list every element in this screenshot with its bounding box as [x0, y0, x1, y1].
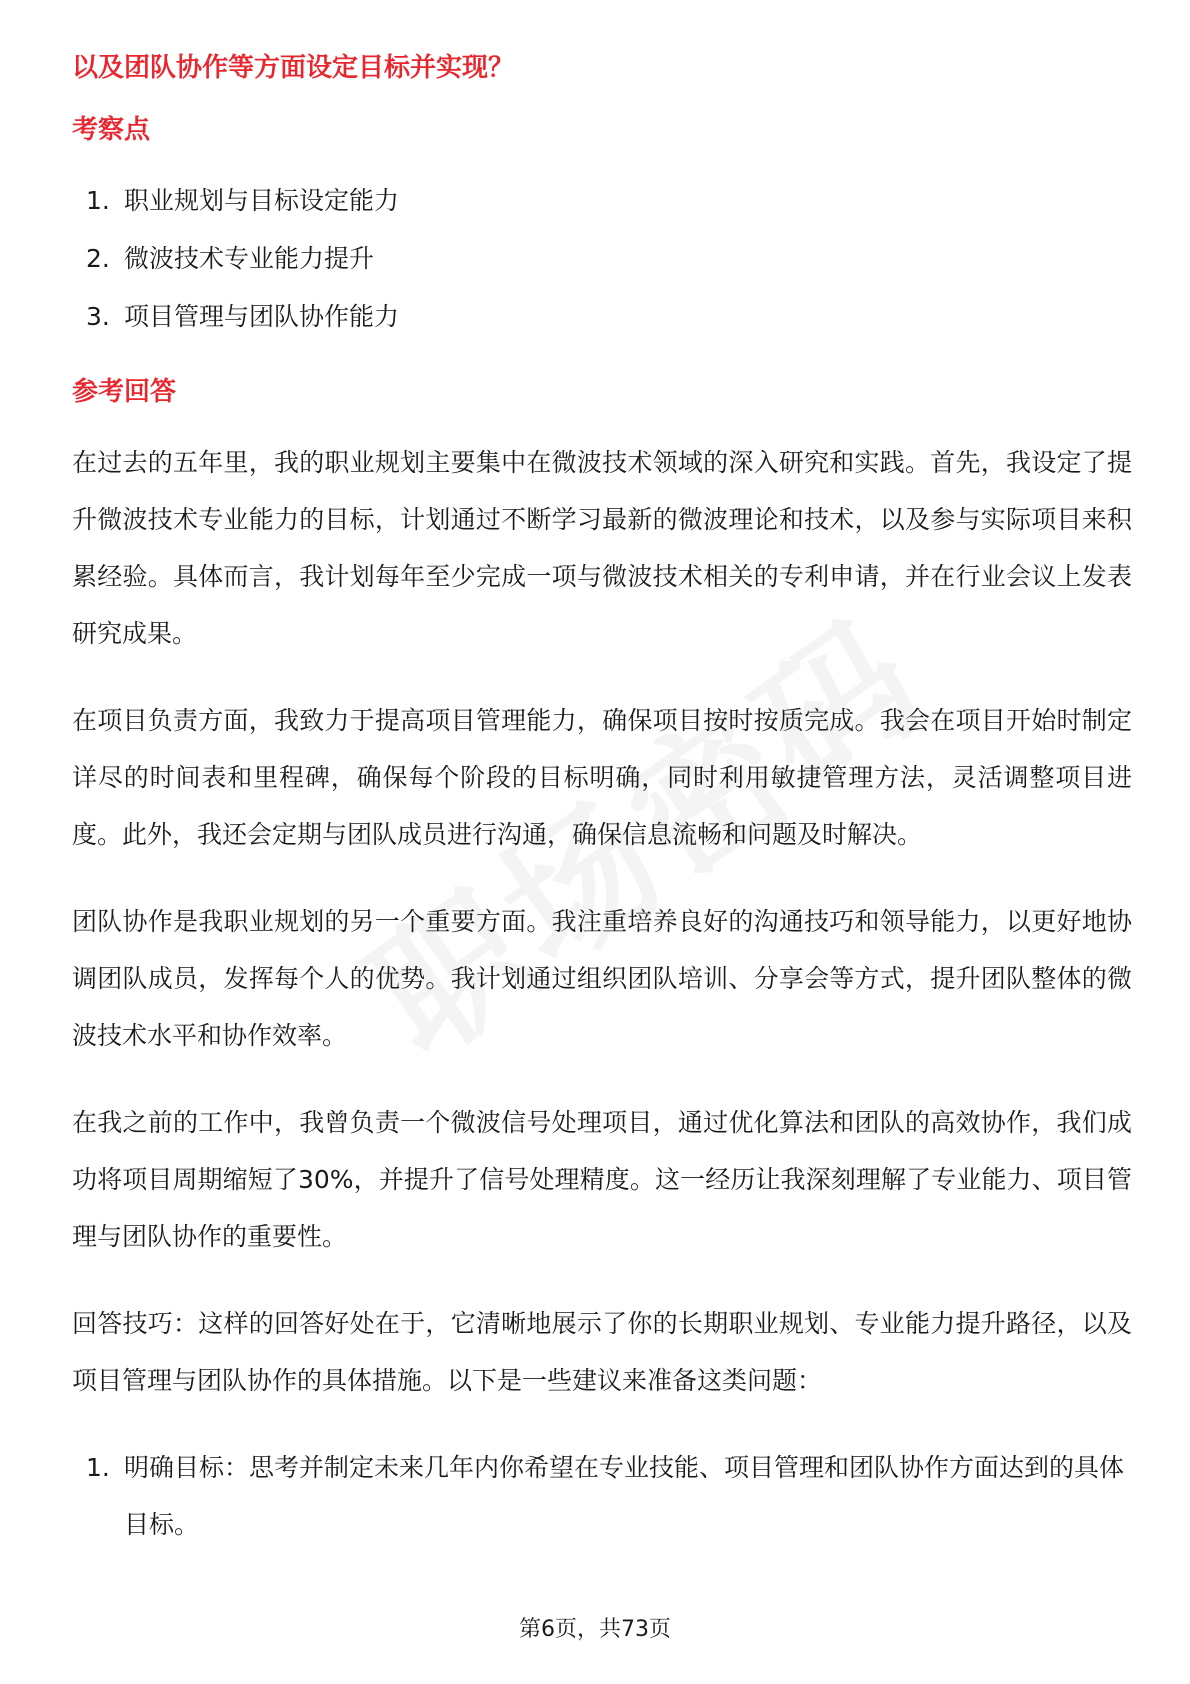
list-item-text: 微波技术专业能力提升: [124, 244, 375, 273]
answer-paragraph: 团队协作是我职业规划的另一个重要方面。我注重培养良好的沟通技巧和领导能力，以更好地协调团队成员，发挥每个人的优势。我计划通过组织团队培训、分享会等方式，提升团队整体的微波技术水平和协作效率。: [72, 907, 1132, 1050]
list-number: 1.: [86, 1453, 110, 1482]
list-number: 3.: [86, 302, 110, 331]
answer-paragraph: 在我之前的工作中，我曾负责一个微波信号处理项目，通过优化算法和团队的高效协作，我们成功将项目周期缩短了30%，并提升了信号处理精度。这一经历让我深刻理解了专业能力、项目管理与团队协作的重要性。: [72, 1108, 1132, 1251]
tips-list: [72, 1439, 1132, 1553]
list-item: [72, 288, 1132, 346]
tips-intro-paragraph: 回答技巧：这样的回答好处在于，它清晰地展示了你的长期职业规划、专业能力提升路径，以及项目管理与团队协作的具体措施。以下是一些建议来准备这类问题：: [72, 1309, 1132, 1395]
list-item-text: 职业规划与目标设定能力: [124, 186, 400, 215]
list-item: [72, 1439, 1132, 1553]
page-number: 第6页，共73页: [519, 1617, 671, 1642]
page-content: [72, 48, 1132, 1553]
answer-paragraph: 在过去的五年里，我的职业规划主要集中在微波技术领域的深入研究和实践。首先，我设定了提升微波技术专业能力的目标，计划通过不断学习最新的微波理论和技术，以及参与实际项目来积累经验。具体而言，我计划每年至少完成一项与微波技术相关的专利申请，并在行业会议上发表研究成果。: [72, 448, 1132, 648]
list-number: 1.: [86, 186, 110, 215]
list-item: [72, 172, 1132, 230]
assessment-title: 考察点: [72, 115, 151, 145]
question-heading: 以及团队协作等方面设定目标并实现？: [72, 53, 515, 83]
list-item: [72, 230, 1132, 288]
list-item-text: 项目管理与团队协作能力: [124, 302, 400, 331]
answer-title: 参考回答: [72, 377, 177, 407]
answer-paragraph: 在项目负责方面，我致力于提高项目管理能力，确保项目按时按质完成。我会在项目开始时制定详尽的时间表和里程碑，确保每个阶段的目标明确，同时利用敏捷管理方法，灵活调整项目进度。此外，我还会定期与团队成员进行沟通，确保信息流畅和问题及时解决。: [72, 706, 1132, 849]
list-number: 2.: [86, 244, 110, 273]
assessment-list: [72, 172, 1132, 346]
list-item-text: 明确目标：思考并制定未来几年内你希望在专业技能、项目管理和团队协作方面达到的具体目标。: [124, 1453, 1125, 1539]
